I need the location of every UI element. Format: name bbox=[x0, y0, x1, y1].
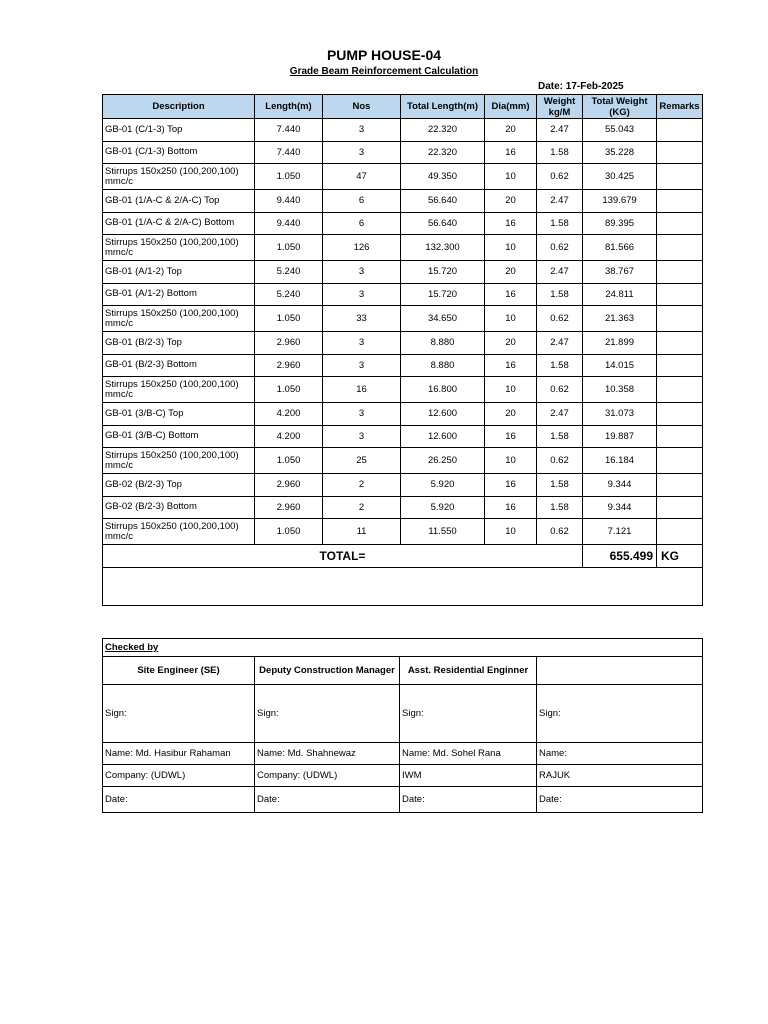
row-dia: 20 bbox=[485, 332, 537, 355]
blank-cell bbox=[103, 568, 703, 606]
sign-cell: Sign: bbox=[537, 685, 703, 743]
blank-row bbox=[103, 568, 703, 606]
row-length: 7.440 bbox=[255, 141, 323, 164]
row-description: GB-01 (B/2-3) Top bbox=[103, 332, 255, 355]
row-weight-per-m: 1.58 bbox=[537, 212, 583, 235]
table-row bbox=[103, 377, 703, 403]
checked-by-table bbox=[102, 638, 703, 813]
row-nos: 3 bbox=[323, 141, 401, 164]
header-dia: Dia(mm) bbox=[485, 95, 537, 119]
row-weight-per-m: 2.47 bbox=[537, 190, 583, 213]
row-nos: 3 bbox=[323, 261, 401, 284]
row-description: Stirrups 150x250 (100,200,100) mmc/c bbox=[103, 519, 255, 545]
table-row bbox=[103, 306, 703, 332]
date-cell: Date: bbox=[537, 787, 703, 813]
row-dia: 10 bbox=[485, 235, 537, 261]
row-description: GB-02 (B/2-3) Top bbox=[103, 474, 255, 497]
table-row bbox=[103, 261, 703, 284]
row-total-weight: 24.811 bbox=[583, 283, 657, 306]
row-dia: 10 bbox=[485, 448, 537, 474]
name-cell: Name: Md. Shahnewaz bbox=[255, 743, 400, 765]
name-row bbox=[103, 743, 703, 765]
date-cell: Date: bbox=[103, 787, 255, 813]
row-weight-per-m: 0.62 bbox=[537, 235, 583, 261]
row-dia: 16 bbox=[485, 496, 537, 519]
name-cell: Name: Md. Sohel Rana bbox=[400, 743, 537, 765]
row-total-weight: 21.899 bbox=[583, 332, 657, 355]
row-remarks bbox=[657, 119, 703, 142]
role-cell bbox=[537, 657, 703, 685]
row-remarks bbox=[657, 235, 703, 261]
row-total-weight: 89.395 bbox=[583, 212, 657, 235]
page-subtitle: Grade Beam Reinforcement Calculation bbox=[289, 66, 479, 77]
company-cell: RAJUK bbox=[537, 765, 703, 787]
row-length: 1.050 bbox=[255, 519, 323, 545]
date-cell: Date: bbox=[255, 787, 400, 813]
table-row bbox=[103, 235, 703, 261]
row-total-weight: 55.043 bbox=[583, 119, 657, 142]
row-nos: 33 bbox=[323, 306, 401, 332]
row-length: 9.440 bbox=[255, 212, 323, 235]
row-total-length: 34.650 bbox=[401, 306, 485, 332]
table-row bbox=[103, 448, 703, 474]
row-total-weight: 81.566 bbox=[583, 235, 657, 261]
row-weight-per-m: 2.47 bbox=[537, 403, 583, 426]
row-length: 7.440 bbox=[255, 119, 323, 142]
row-remarks bbox=[657, 403, 703, 426]
row-dia: 10 bbox=[485, 164, 537, 190]
header-description: Description bbox=[103, 95, 255, 119]
row-length: 2.960 bbox=[255, 496, 323, 519]
row-length: 9.440 bbox=[255, 190, 323, 213]
report-date: Date: 17-Feb-2025 bbox=[538, 81, 624, 92]
row-total-length: 16.800 bbox=[401, 377, 485, 403]
row-total-length: 56.640 bbox=[401, 190, 485, 213]
row-nos: 3 bbox=[323, 283, 401, 306]
row-total-length: 132.300 bbox=[401, 235, 485, 261]
row-dia: 16 bbox=[485, 354, 537, 377]
row-total-weight: 139.679 bbox=[583, 190, 657, 213]
checked-by-label: Checked by bbox=[103, 639, 703, 657]
row-total-length: 5.920 bbox=[401, 474, 485, 497]
table-row bbox=[103, 164, 703, 190]
row-total-weight: 10.358 bbox=[583, 377, 657, 403]
row-total-length: 22.320 bbox=[401, 119, 485, 142]
row-description: GB-01 (B/2-3) Bottom bbox=[103, 354, 255, 377]
row-dia: 16 bbox=[485, 474, 537, 497]
page-title: PUMP HOUSE-04 bbox=[326, 47, 442, 63]
row-description: Stirrups 150x250 (100,200,100) mmc/c bbox=[103, 306, 255, 332]
role-cell: Asst. Residential Enginner bbox=[400, 657, 537, 685]
row-length: 1.050 bbox=[255, 164, 323, 190]
table-row bbox=[103, 119, 703, 142]
row-dia: 16 bbox=[485, 212, 537, 235]
row-remarks bbox=[657, 141, 703, 164]
table-row bbox=[103, 190, 703, 213]
company-cell: Company: (UDWL) bbox=[103, 765, 255, 787]
total-value: 655.499 bbox=[583, 545, 657, 568]
row-total-weight: 35.228 bbox=[583, 141, 657, 164]
row-description: Stirrups 150x250 (100,200,100) mmc/c bbox=[103, 377, 255, 403]
date-cell: Date: bbox=[400, 787, 537, 813]
row-nos: 126 bbox=[323, 235, 401, 261]
row-total-length: 5.920 bbox=[401, 496, 485, 519]
table-row bbox=[103, 141, 703, 164]
row-nos: 2 bbox=[323, 496, 401, 519]
row-description: GB-01 (C/1-3) Bottom bbox=[103, 141, 255, 164]
row-weight-per-m: 1.58 bbox=[537, 283, 583, 306]
role-row bbox=[103, 657, 703, 685]
header-nos: Nos bbox=[323, 95, 401, 119]
sign-cell: Sign: bbox=[103, 685, 255, 743]
row-nos: 3 bbox=[323, 425, 401, 448]
row-description: Stirrups 150x250 (100,200,100) mmc/c bbox=[103, 448, 255, 474]
row-nos: 3 bbox=[323, 332, 401, 355]
table-row bbox=[103, 354, 703, 377]
row-remarks bbox=[657, 283, 703, 306]
row-length: 4.200 bbox=[255, 403, 323, 426]
row-nos: 3 bbox=[323, 119, 401, 142]
row-nos: 25 bbox=[323, 448, 401, 474]
row-dia: 10 bbox=[485, 377, 537, 403]
table-body bbox=[103, 119, 703, 545]
row-remarks bbox=[657, 354, 703, 377]
company-row bbox=[103, 765, 703, 787]
row-weight-per-m: 0.62 bbox=[537, 164, 583, 190]
row-total-weight: 31.073 bbox=[583, 403, 657, 426]
row-dia: 20 bbox=[485, 261, 537, 284]
row-weight-per-m: 1.58 bbox=[537, 354, 583, 377]
row-nos: 16 bbox=[323, 377, 401, 403]
row-total-length: 11.550 bbox=[401, 519, 485, 545]
row-weight-per-m: 0.62 bbox=[537, 519, 583, 545]
table-row bbox=[103, 403, 703, 426]
row-weight-per-m: 1.58 bbox=[537, 496, 583, 519]
row-total-weight: 19.887 bbox=[583, 425, 657, 448]
row-remarks bbox=[657, 448, 703, 474]
row-description: GB-01 (A/1-2) Top bbox=[103, 261, 255, 284]
row-nos: 47 bbox=[323, 164, 401, 190]
row-length: 1.050 bbox=[255, 377, 323, 403]
row-weight-per-m: 1.58 bbox=[537, 141, 583, 164]
table-header-row bbox=[103, 95, 703, 119]
row-total-weight: 38.767 bbox=[583, 261, 657, 284]
row-description: GB-01 (1/A-C & 2/A-C) Bottom bbox=[103, 212, 255, 235]
table-row bbox=[103, 496, 703, 519]
row-total-weight: 9.344 bbox=[583, 496, 657, 519]
company-cell: Company: (UDWL) bbox=[255, 765, 400, 787]
row-total-length: 15.720 bbox=[401, 261, 485, 284]
total-label: TOTAL= bbox=[103, 545, 583, 568]
date-row bbox=[103, 787, 703, 813]
row-length: 1.050 bbox=[255, 448, 323, 474]
row-nos: 3 bbox=[323, 403, 401, 426]
row-total-length: 22.320 bbox=[401, 141, 485, 164]
row-nos: 6 bbox=[323, 190, 401, 213]
row-remarks bbox=[657, 212, 703, 235]
row-length: 1.050 bbox=[255, 235, 323, 261]
row-total-length: 56.640 bbox=[401, 212, 485, 235]
row-dia: 20 bbox=[485, 403, 537, 426]
row-remarks bbox=[657, 164, 703, 190]
row-weight-per-m: 0.62 bbox=[537, 448, 583, 474]
row-dia: 10 bbox=[485, 519, 537, 545]
row-description: Stirrups 150x250 (100,200,100) mmc/c bbox=[103, 235, 255, 261]
row-dia: 20 bbox=[485, 119, 537, 142]
row-total-length: 49.350 bbox=[401, 164, 485, 190]
row-length: 5.240 bbox=[255, 261, 323, 284]
row-total-weight: 14.015 bbox=[583, 354, 657, 377]
table-row bbox=[103, 283, 703, 306]
sign-cell: Sign: bbox=[400, 685, 537, 743]
row-weight-per-m: 2.47 bbox=[537, 261, 583, 284]
name-cell: Name: Md. Hasibur Rahaman bbox=[103, 743, 255, 765]
row-description: Stirrups 150x250 (100,200,100) mmc/c bbox=[103, 164, 255, 190]
row-length: 4.200 bbox=[255, 425, 323, 448]
row-length: 2.960 bbox=[255, 474, 323, 497]
row-length: 2.960 bbox=[255, 354, 323, 377]
row-length: 2.960 bbox=[255, 332, 323, 355]
company-cell: IWM bbox=[400, 765, 537, 787]
row-weight-per-m: 0.62 bbox=[537, 306, 583, 332]
row-weight-per-m: 1.58 bbox=[537, 425, 583, 448]
row-description: GB-01 (1/A-C & 2/A-C) Top bbox=[103, 190, 255, 213]
checked-by-row bbox=[103, 639, 703, 657]
role-cell: Deputy Construction Manager bbox=[255, 657, 400, 685]
header-total-length: Total Length(m) bbox=[401, 95, 485, 119]
header-remarks: Remarks bbox=[657, 95, 703, 119]
total-unit: KG bbox=[657, 545, 703, 568]
row-remarks bbox=[657, 496, 703, 519]
row-weight-per-m: 0.62 bbox=[537, 377, 583, 403]
row-remarks bbox=[657, 332, 703, 355]
row-nos: 6 bbox=[323, 212, 401, 235]
row-total-length: 26.250 bbox=[401, 448, 485, 474]
row-length: 1.050 bbox=[255, 306, 323, 332]
row-dia: 16 bbox=[485, 283, 537, 306]
row-remarks bbox=[657, 190, 703, 213]
row-total-length: 12.600 bbox=[401, 425, 485, 448]
row-total-weight: 9.344 bbox=[583, 474, 657, 497]
row-total-length: 12.600 bbox=[401, 403, 485, 426]
row-description: GB-01 (3/B-C) Bottom bbox=[103, 425, 255, 448]
row-dia: 16 bbox=[485, 425, 537, 448]
role-cell: Site Engineer (SE) bbox=[103, 657, 255, 685]
sign-row bbox=[103, 685, 703, 743]
row-remarks bbox=[657, 377, 703, 403]
table-row bbox=[103, 474, 703, 497]
row-nos: 2 bbox=[323, 474, 401, 497]
table-row bbox=[103, 519, 703, 545]
row-weight-per-m: 1.58 bbox=[537, 474, 583, 497]
header-length: Length(m) bbox=[255, 95, 323, 119]
header-weight-per-m: Weight kg/M bbox=[537, 95, 583, 119]
row-dia: 16 bbox=[485, 141, 537, 164]
row-description: GB-01 (C/1-3) Top bbox=[103, 119, 255, 142]
reinforcement-table bbox=[102, 94, 703, 606]
name-cell: Name: bbox=[537, 743, 703, 765]
row-remarks bbox=[657, 306, 703, 332]
row-total-weight: 21.363 bbox=[583, 306, 657, 332]
row-nos: 3 bbox=[323, 354, 401, 377]
row-description: GB-01 (A/1-2) Bottom bbox=[103, 283, 255, 306]
row-remarks bbox=[657, 261, 703, 284]
table-row bbox=[103, 212, 703, 235]
row-remarks bbox=[657, 474, 703, 497]
row-weight-per-m: 2.47 bbox=[537, 332, 583, 355]
row-total-length: 15.720 bbox=[401, 283, 485, 306]
row-remarks bbox=[657, 425, 703, 448]
row-remarks bbox=[657, 519, 703, 545]
row-total-length: 8.880 bbox=[401, 354, 485, 377]
row-total-weight: 16.184 bbox=[583, 448, 657, 474]
row-description: GB-01 (3/B-C) Top bbox=[103, 403, 255, 426]
row-total-weight: 30.425 bbox=[583, 164, 657, 190]
row-nos: 11 bbox=[323, 519, 401, 545]
row-weight-per-m: 2.47 bbox=[537, 119, 583, 142]
header-total-weight: Total Weight (KG) bbox=[583, 95, 657, 119]
row-description: GB-02 (B/2-3) Bottom bbox=[103, 496, 255, 519]
table-row bbox=[103, 425, 703, 448]
table-row bbox=[103, 332, 703, 355]
row-dia: 10 bbox=[485, 306, 537, 332]
row-length: 5.240 bbox=[255, 283, 323, 306]
total-row bbox=[103, 545, 703, 568]
row-total-length: 8.880 bbox=[401, 332, 485, 355]
row-dia: 20 bbox=[485, 190, 537, 213]
sign-cell: Sign: bbox=[255, 685, 400, 743]
row-total-weight: 7.121 bbox=[583, 519, 657, 545]
